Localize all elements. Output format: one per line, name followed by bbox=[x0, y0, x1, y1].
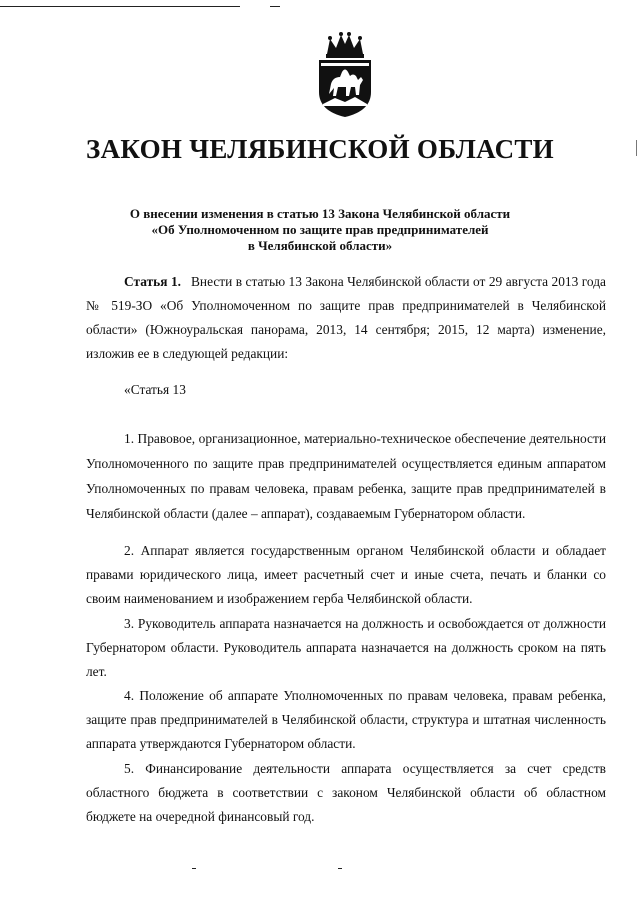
law-subtitle bbox=[120, 206, 520, 254]
scan-artifact-dot bbox=[192, 868, 196, 869]
chelyabinsk-coat-of-arms-icon bbox=[313, 30, 377, 118]
article-text: Внести в статью 13 Закона Челябинской области от 29 августа 2013 года № 519-ЗО «Об Уполномоченном по защите прав предпринимателей в Челябинской области» (Южноуральская панорама, 2013, 14 сентября; 2015, 12 марта) изменение, изложив ее в следующей редакции: bbox=[86, 274, 606, 361]
scan-artifact-line bbox=[270, 6, 280, 7]
article-paragraph bbox=[86, 270, 606, 366]
law-title: ЗАКОН ЧЕЛЯБИНСКОЙ ОБЛАСТИ bbox=[86, 134, 554, 164]
quoted-article-heading: «Статья 13 bbox=[124, 382, 186, 397]
clause-paragraph: 5. Финансирование деятельности аппарата осуществляется за счет средств областного бюджета в соответствии с законом Челябинской области об областном бюджете на очередной финансовый год. bbox=[86, 761, 606, 824]
scan-artifact-dot bbox=[338, 868, 342, 869]
subtitle-line: в Челябинской области» bbox=[247, 238, 393, 253]
clause-paragraph: 3. Руководитель аппарата назначается на должность и освобождается от должности Губернатором области. Руководитель аппарата назначается на должность сроком на пять лет. bbox=[86, 616, 606, 679]
subtitle-line: «Об Уполномоченном по защите прав предпринимателей bbox=[151, 222, 489, 237]
clause-paragraph: 1. Правовое, организационное, материально-техническое обеспечение деятельности Уполномоченного по защите прав предпринимателей осуществляется единым аппаратом Уполномоченных по правам человека, правам ребенка, защите прав предпринимателей в Челябинской области (далее – аппарат), создаваемым Губернатором области. bbox=[86, 431, 606, 521]
article-label: Статья 1. bbox=[124, 274, 181, 289]
scan-artifact-line bbox=[0, 6, 240, 7]
clause-paragraph: 2. Аппарат является государственным органом Челябинской области и обладает правами юридического лица, имеет расчетный счет и иные счета, печать и бланки со своим наименованием и изображением герба Челябинской области. bbox=[86, 543, 606, 606]
subtitle-line: О внесении изменения в статью 13 Закона Челябинской области bbox=[129, 206, 511, 221]
clause-paragraph: 4. Положение об аппарате Уполномоченных по правам человека, правам ребенка, защите прав предпринимателей в Челябинской области, структура и штатная численность аппарата утверждаются Губернатором области. bbox=[86, 688, 606, 751]
